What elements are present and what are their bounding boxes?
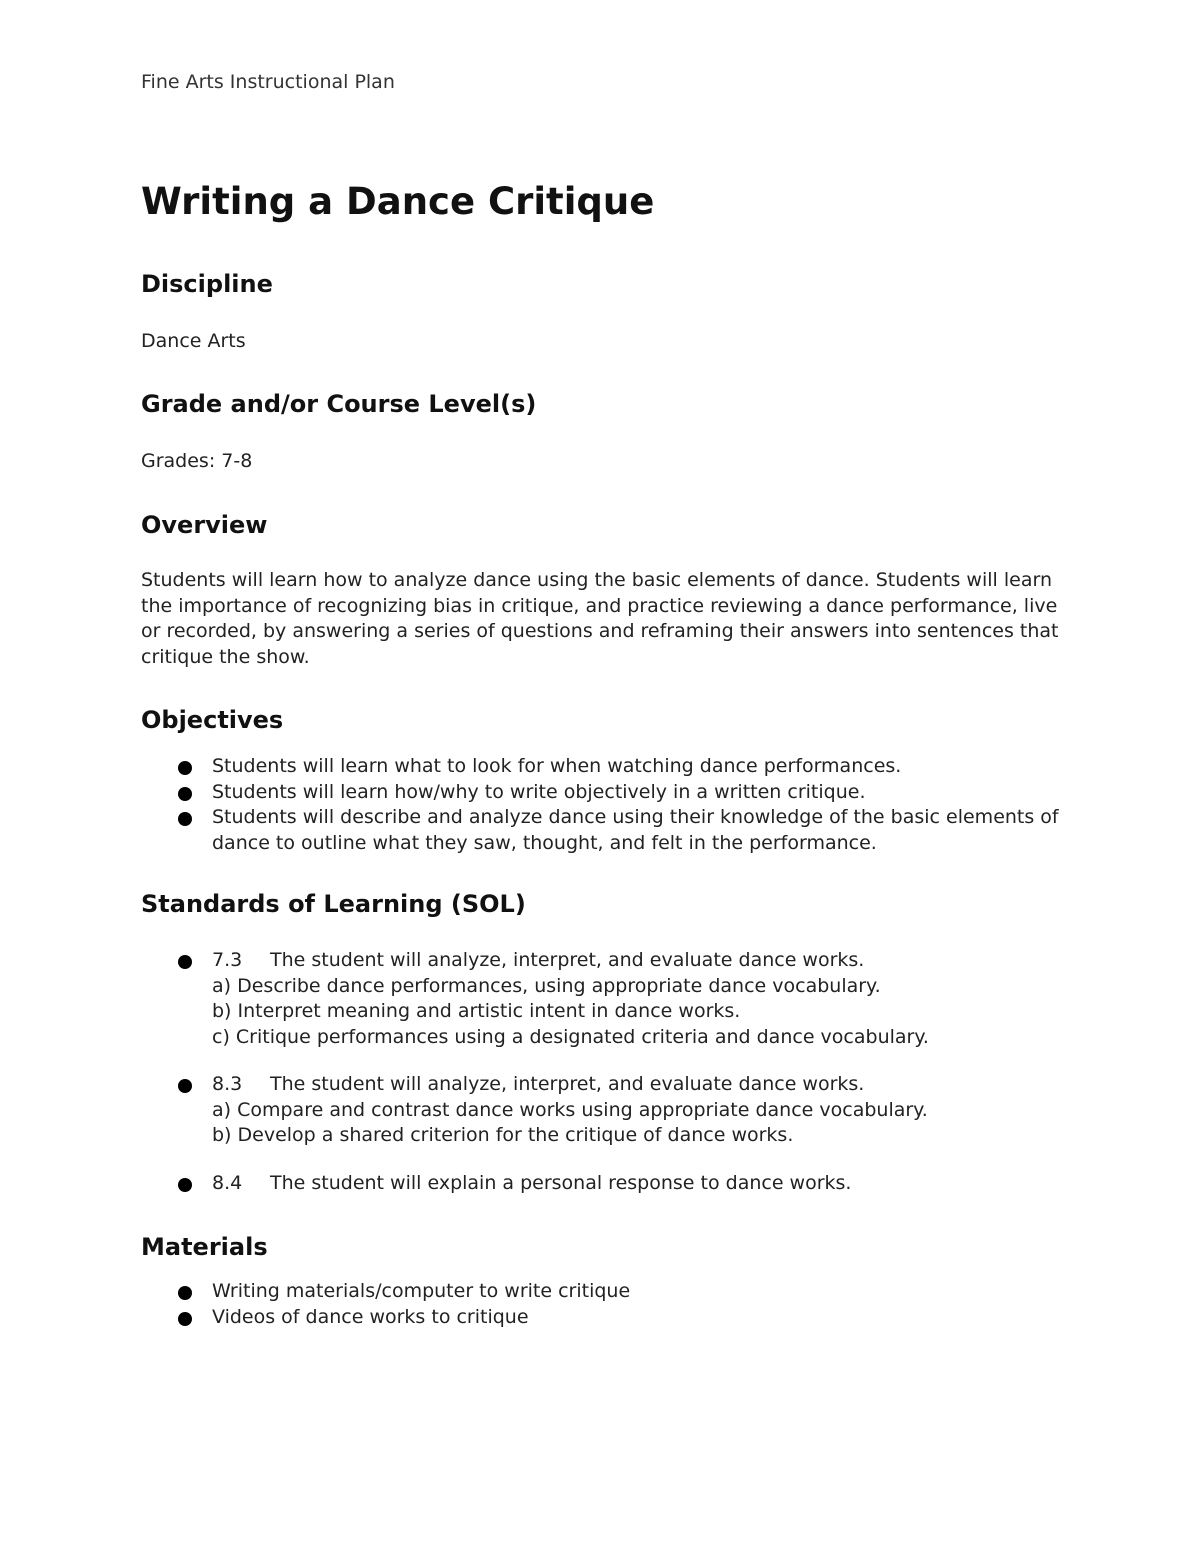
- bullet-icon: [178, 1178, 192, 1192]
- bullet-icon: [178, 787, 192, 801]
- sol-code: 7.3: [212, 949, 243, 971]
- bullet-icon: [178, 1286, 192, 1300]
- list-item: [178, 780, 1078, 806]
- list-item: [178, 805, 1078, 856]
- grade-value: Grades: 7-8: [141, 450, 253, 472]
- list-item: [178, 1171, 1078, 1197]
- objective-text: Students will learn how/why to write objectively in a written critique.: [212, 780, 866, 803]
- materials-heading: Materials: [141, 1233, 268, 1261]
- bullet-icon: [178, 812, 192, 826]
- list-item: [178, 1279, 1078, 1305]
- sol-sub-item: a) Describe dance performances, using appropriate dance vocabulary.: [212, 974, 881, 997]
- bullet-icon: [178, 955, 192, 969]
- list-item: [178, 1305, 1078, 1331]
- objectives-list: [178, 754, 1078, 856]
- running-header: Fine Arts Instructional Plan: [141, 71, 395, 93]
- sol-statement: The student will analyze, interpret, and evaluate dance works.: [270, 1073, 865, 1095]
- sol-statement: The student will analyze, interpret, and evaluate dance works.: [270, 949, 865, 971]
- objectives-heading: Objectives: [141, 706, 284, 734]
- sol-heading: Standards of Learning (SOL): [141, 890, 526, 918]
- materials-list: [178, 1279, 1078, 1330]
- sol-statement: The student will explain a personal response to dance works.: [270, 1171, 852, 1194]
- overview-heading: Overview: [141, 511, 268, 539]
- discipline-heading: Discipline: [141, 270, 273, 298]
- objective-text: Students will describe and analyze dance using their knowledge of the basic elements of dance to outline what they saw, thought, and felt in the performance.: [212, 806, 1059, 854]
- sol-code: 8.3: [212, 1073, 243, 1095]
- objective-text: Students will learn what to look for when watching dance performances.: [212, 755, 902, 777]
- sol-sub-item: c) Critique performances using a designated criteria and dance vocabulary.: [212, 1025, 929, 1048]
- discipline-value: Dance Arts: [141, 330, 246, 352]
- document-title: Writing a Dance Critique: [141, 180, 655, 223]
- bullet-icon: [178, 761, 192, 775]
- sol-list: [178, 948, 1078, 1218]
- bullet-icon: [178, 1312, 192, 1326]
- bullet-icon: [178, 1079, 192, 1093]
- grade-heading: Grade and/or Course Level(s): [141, 390, 537, 418]
- overview-text: Students will learn how to analyze dance using the basic elements of dance. Students will learn the importance of recognizing bias in critique, and practice reviewing a dance performance, live or recorded, by answering a series of questions and reframing their answers into sentences that critique the show.: [141, 569, 1059, 668]
- sol-code: 8.4: [212, 1171, 243, 1194]
- sol-sub-item: b) Develop a shared criterion for the critique of dance works.: [212, 1124, 794, 1146]
- list-item: [178, 754, 1078, 780]
- list-item: [178, 948, 1078, 1050]
- sol-sub-item: b) Interpret meaning and artistic intent in dance works.: [212, 1000, 741, 1022]
- material-text: Writing materials/computer to write critique: [212, 1280, 631, 1302]
- list-item: [178, 1072, 1078, 1149]
- material-text: Videos of dance works to critique: [212, 1305, 529, 1328]
- sol-sub-item: a) Compare and contrast dance works using appropriate dance vocabulary.: [212, 1098, 928, 1121]
